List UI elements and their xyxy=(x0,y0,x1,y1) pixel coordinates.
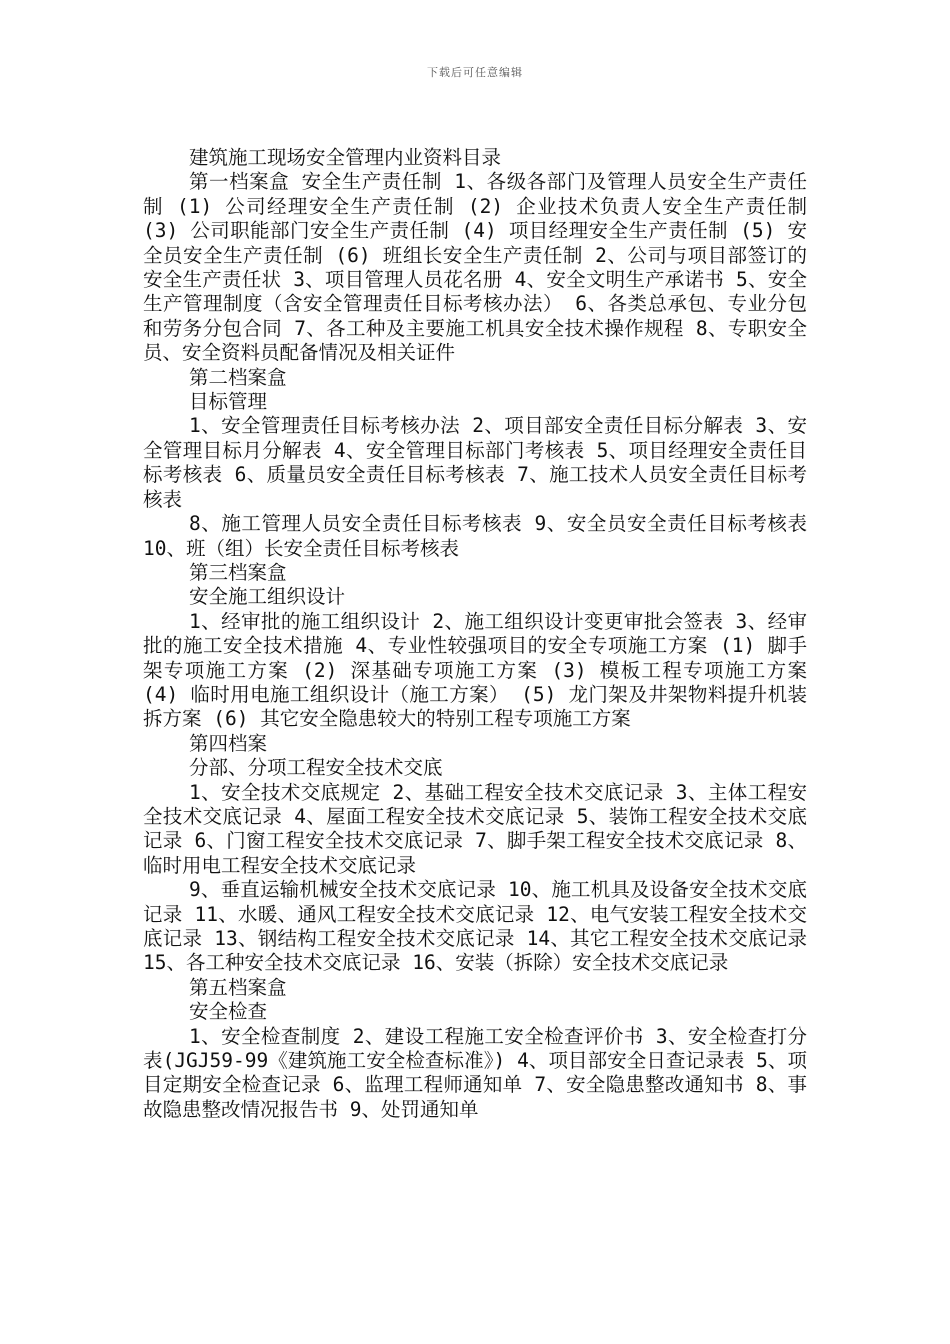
section-box5: 第五档案盒 xyxy=(189,975,287,999)
document-body xyxy=(143,146,807,1122)
section-box4-subtitle: 分部、分项工程安全技术交底 xyxy=(189,756,443,780)
section-box3: 第三档案盒 xyxy=(189,560,287,584)
paragraph-box3-items: 1、经审批的施工组织设计 2、施工组织设计变更审批会签表 3、经审批的施工安全技术措施 4、专业性较强项目的安全专项施工方案 (1) 脚手架专项施工方案 (2) 深基础专项施工方案 (3) 模板工程专项施工方案 (4) 临时用电施工组织设计（施工方案） (5) 龙门架及井架物料提升机装拆方案 (6) 其它安全隐患较大的特别工程专项施工方案 xyxy=(143,609,807,731)
paragraph-box2-items-cont: 8、施工管理人员安全责任目标考核表 9、安全员安全责任目标考核表 10、班（组）长安全责任目标考核表 xyxy=(143,512,807,560)
section-box5-subtitle: 安全检查 xyxy=(189,1000,268,1024)
paragraph-box2-items: 1、安全管理责任目标考核办法 2、项目部安全责任目标分解表 3、安全管理目标月分解表 4、安全管理目标部门考核表 5、项目经理安全责任目标考核表 6、质量员安全责任目标考核表 7、施工技术人员安全责任目标考核表 xyxy=(143,414,807,511)
page-header: 下载后可任意编辑 xyxy=(427,66,523,79)
document-title: 建筑施工现场安全管理内业资料目录 xyxy=(189,146,502,169)
section-box4: 第四档案 xyxy=(189,731,268,755)
paragraph-box4-items-cont: 9、垂直运输机械安全技术交底记录 10、施工机具及设备安全技术交底记录 11、水暖、通风工程安全技术交底记录 12、电气安装工程安全技术交底记录 13、钢结构工程安全技术交底记录 14、其它工程安全技术交底记录 15、各工种安全技术交底记录 16、安装（拆除）安全技术交底记录 xyxy=(143,878,807,975)
paragraph-box5-items: 1、安全检查制度 2、建设工程施工安全检查评价书 3、安全检查打分表(JGJ59-99《建筑施工安全检查标准》) 4、项目部安全日查记录表 5、项目定期安全检查记录 6、监理工程师通知单 7、安全隐患整改通知书 8、事故隐患整改情况报告书 9、处罚通知单 xyxy=(143,1024,807,1121)
section-box3-subtitle: 安全施工组织设计 xyxy=(189,585,346,609)
paragraph-box4-items: 1、安全技术交底规定 2、基础工程安全技术交底记录 3、主体工程安全技术交底记录 4、屋面工程安全技术交底记录 5、装饰工程安全技术交底记录 6、门窗工程安全技术交底记录 7、脚手架工程安全技术交底记录 8、临时用电工程安全技术交底记录 xyxy=(143,780,807,877)
paragraph-box1: 第一档案盒 安全生产责任制 1、各级各部门及管理人员安全生产责任制 (1) 公司经理安全生产责任制 (2) 企业技术负责人安全生产责任制 (3) 公司职能部门安全生产责任制 (4) 项目经理安全生产责任制 (5) 安全员安全生产责任制 (6) 班组长安全生产责任制 2、公司与项目部签订的安全生产责任状 3、项目管理人员花名册 4、安全文明生产承诺书 5、安全生产管理制度（含安全管理责任目标考核办法） 6、各类总承包、专业分包和劳务分包合同 7、各工种及主要施工机具安全技术操作规程 8、专职安全员、安全资料员配备情况及相关证件 xyxy=(143,170,807,365)
section-box2-subtitle: 目标管理 xyxy=(189,390,268,414)
section-box2: 第二档案盒 xyxy=(189,365,287,389)
